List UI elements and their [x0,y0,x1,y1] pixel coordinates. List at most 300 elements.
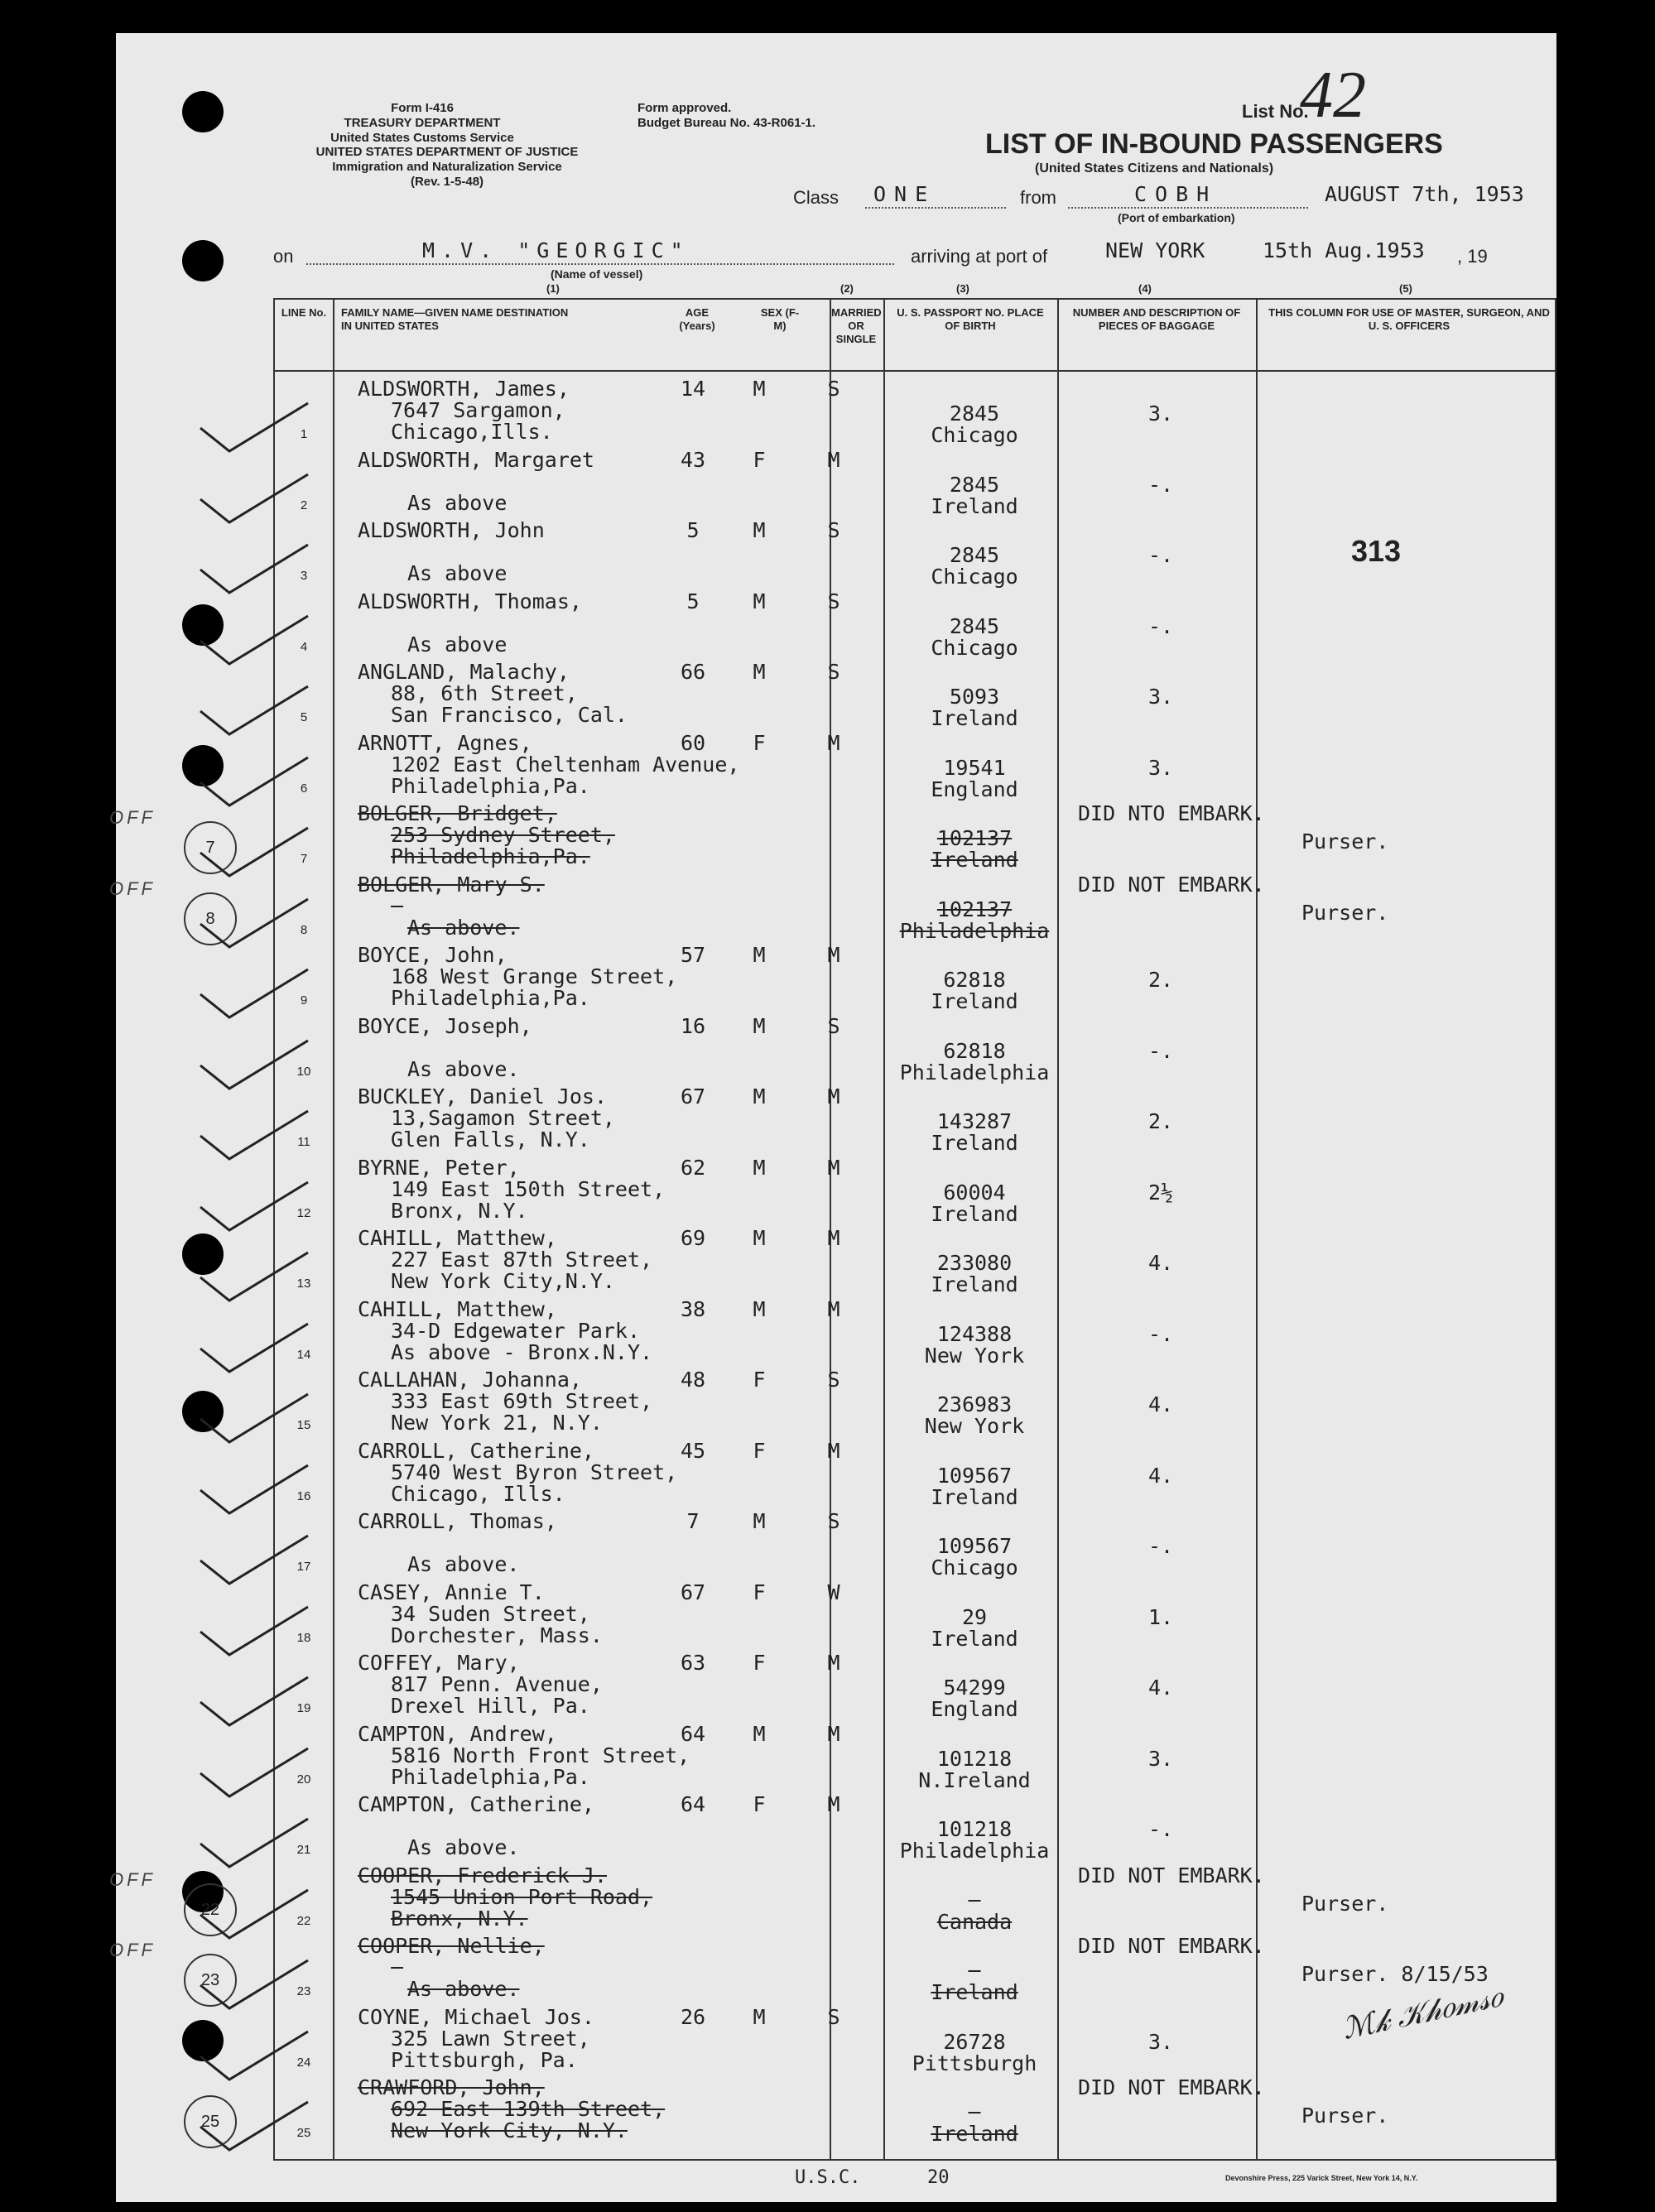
passport-birthplace [879,1253,1070,1296]
passenger-name: CRAWFORD, John, [358,2075,545,2099]
passenger-age: 64 [680,1721,706,1746]
table-row [109,1863,1555,1935]
marital-status: M [827,943,840,967]
line-number: 5 [300,710,308,724]
destination-line: Drexel Hill, Pa. [391,1694,590,1718]
from-value: COBH [1134,182,1218,206]
check-mark-icon [151,820,316,878]
document-subtitle: (United States Citizens and Nationals) [1035,161,1274,176]
passport-number [879,2102,1070,2123]
destination-line: 34 Suden Street, [391,1601,590,1626]
revision: (Rev. 1-5-48) [410,175,484,189]
line-number: 24 [296,2055,311,2070]
passport-birthplace [879,757,1070,801]
destination-line: 88, 6th Street, [391,681,578,705]
table-row [109,1934,1555,2006]
destination-line: Philadelphia,Pa. [391,844,590,868]
passport-birthplace [879,1038,1070,1084]
marital-status: M [827,1226,840,1250]
check-mark-icon [151,2094,316,2152]
check-mark-icon [151,1882,316,1940]
place-of-birth: Philadelphia [899,1060,1050,1084]
destination-line [358,1957,755,1979]
passport-number: 62818 [943,968,1006,992]
customs-service: United States Customs Service [330,131,514,145]
approval-block [637,101,815,131]
passenger-age: 5 [686,518,700,542]
marital-status: S [827,589,840,613]
passenger-name: ARNOTT, Agnes, [358,730,532,755]
place-of-birth: Philadelphia [899,1839,1050,1863]
passenger-sex: F [753,1368,766,1392]
passenger-name-destination [358,2077,755,2142]
passport-birthplace [879,899,1070,942]
passenger-name: ANGLAND, Malachy, [358,660,570,684]
footer-page: 20 [927,2167,950,2188]
punch-hole [182,91,224,132]
destination-line: Philadelphia,Pa. [391,773,590,798]
passenger-sex: M [753,1013,766,1038]
line-number: 11 [297,1135,310,1149]
check-mark-icon [151,1315,316,1373]
passenger-age: 66 [680,660,706,684]
destination-line: Pittsburgh, Pa. [391,2047,578,2072]
destination-line [358,471,755,493]
passport-birthplace [879,1536,1070,1579]
year-suffix: , 19 [1457,246,1488,267]
passenger-name: COYNE, Michael Jos. [358,2004,594,2029]
passenger-sex: M [753,377,766,401]
list-no-label: List No. [1242,101,1309,122]
place-of-birth: Chicago [931,423,1018,447]
check-mark-icon [151,1032,316,1090]
table-row [275,1157,1555,1228]
check-mark-icon [151,1244,316,1302]
passport-birthplace [879,1890,1070,1933]
passport-number: 2845 [949,543,1000,567]
check-mark-icon [151,1174,316,1232]
passenger-name: CASEY, Annie T. [358,1580,545,1604]
passenger-age: 45 [680,1438,706,1463]
form-number: Form I-416 [391,101,454,115]
passport-number: 2845 [949,402,1000,426]
table-row [275,1511,1555,1581]
check-mark-icon [151,1810,316,1868]
baggage-count: 4. [1147,1392,1174,1416]
check-mark-icon [151,1599,316,1657]
passenger-sex: M [753,1721,766,1746]
line-number: 15 [296,1418,311,1432]
passenger-age: 60 [680,730,706,755]
passenger-name: CAHILL, Matthew, [358,1296,557,1321]
marital-status: M [827,1721,840,1746]
place-of-birth: England [931,777,1018,801]
destination-line: 692 East 139th Street, [391,2097,666,2121]
col-number-1: (1) [546,282,560,295]
class-value: ONE [873,182,936,206]
line-number: 9 [300,993,308,1007]
passenger-age: 69 [680,1226,706,1250]
passenger-name: ALDSWORTH, Thomas, [358,589,582,613]
off-mark: OFF [109,1868,156,1890]
purser-signoff: Purser. [1301,830,1389,854]
line-number: 20 [296,1772,311,1786]
on-label: on [273,246,294,267]
destination-line: As above. [407,1835,520,1859]
passenger-sex: F [753,1792,766,1816]
marital-status: S [827,377,840,401]
passport-number: 102137 [936,826,1013,850]
place-of-birth: Ireland [931,2122,1018,2146]
destination-line: 5740 West Byron Street, [391,1459,678,1484]
place-of-birth: Ireland [931,493,1018,518]
baggage-count: -. [1147,1321,1174,1346]
passenger-name: BYRNE, Peter, [358,1155,520,1180]
passport-number: 102137 [936,897,1013,921]
passenger-name-destination [358,874,755,939]
baggage-count: 2. [1147,968,1174,992]
marital-status: S [827,1368,840,1392]
col-number-3: (3) [956,282,969,295]
check-mark-icon [151,2023,316,2081]
embark-status: DID NOT EMBARK. [1078,1934,1265,1958]
purser-signoff: Purser. 8/15/53 [1301,1962,1489,1986]
circled-line-number: 23 [184,1954,237,2007]
line-number: 18 [296,1630,311,1645]
destination-line [358,541,755,563]
line-number: 13 [296,1277,311,1291]
place-of-birth: Philadelphia [899,918,1050,943]
header-officers: THIS COLUMN FOR USE OF MASTER, SURGEON, AND U. S. OFFICERS [1268,306,1550,332]
baggage-count: 1. [1147,1604,1174,1629]
passenger-sex: M [753,1226,766,1250]
from-underline [1068,207,1308,209]
table-row [275,1582,1555,1652]
line-number: 1 [300,427,308,441]
destination-line: As above. [407,1056,520,1081]
passport-birthplace [879,1465,1070,1508]
passport-birthplace [879,2102,1070,2145]
col-number-2: (2) [840,282,854,295]
destination-line: Philadelphia,Pa. [391,1764,590,1789]
place-of-birth: Chicago [931,635,1018,660]
passport-number: 101218 [936,1746,1013,1771]
passenger-name: CAMPTON, Andrew, [358,1721,557,1746]
baggage-count: 2. [1147,1109,1174,1133]
embark-status: DID NTO EMBARK. [1078,801,1265,825]
marital-status: M [827,730,840,755]
table-row [200,2075,1555,2147]
passenger-sex: M [753,1155,766,1180]
place-of-birth: Ireland [931,706,1018,730]
did-not-embark-note [1078,2077,1550,2127]
passenger-name: CALLAHAN, Johanna, [358,1368,582,1392]
passenger-name-destination [358,803,755,868]
passenger-age: 64 [680,1792,706,1816]
punch-hole [182,240,224,281]
table-row [109,801,1555,873]
footer-usc: U.S.C. [795,2167,861,2188]
baggage-count: 4. [1147,1463,1174,1488]
destination-line: Chicago, Ills. [391,1481,565,1506]
did-not-embark-note [1078,1935,1550,1985]
header-sex: SEX (F-M) [760,306,800,332]
passport-number: 101218 [936,1817,1013,1841]
table-row [275,591,1555,661]
passenger-age: 67 [680,1580,706,1604]
embark-status: DID NOT EMBARK. [1078,1863,1265,1887]
passport-birthplace [879,828,1070,871]
baggage-count: -. [1147,613,1174,638]
passport-birthplace [879,1677,1070,1720]
destination-line: 7647 Sargamon, [391,398,565,422]
signature-scrawl: ℳ𝓀 𝒦𝒽𝑜𝓂𝓈𝑜 [1339,1979,1505,2046]
destination-line: New York 21, N.Y. [391,1411,603,1435]
baggage-count: 3. [1147,1746,1174,1771]
passport-number: 236983 [936,1392,1013,1416]
marital-status: S [827,1013,840,1038]
marital-status: M [827,1155,840,1180]
passenger-name: ALDSWORTH, John [358,518,545,542]
line-number: 16 [296,1488,311,1503]
check-mark-icon [151,891,316,949]
check-mark-icon [151,678,316,736]
table-row [275,730,1555,803]
table-row [275,378,1555,449]
passenger-name: BOLGER, Mary S. [358,872,545,897]
passenger-sex: M [753,2004,766,2029]
destination-line: 1545 Union Port Road, [391,1884,653,1909]
check-mark-icon [151,466,316,524]
passenger-sex: M [753,660,766,684]
marital-status: W [827,1580,840,1604]
place-of-birth: Ireland [931,1980,1018,2004]
passport-birthplace [879,1182,1070,1225]
place-of-birth: Ireland [931,1272,1018,1296]
passenger-age: 5 [686,589,700,613]
off-mark: OFF [109,807,156,828]
destination-line: 1202 East Cheltenham Avenue, [391,752,740,777]
passenger-name: BUCKLEY, Daniel Jos. [358,1084,608,1108]
passport-number: 233080 [936,1251,1013,1275]
passenger-sex: M [753,1084,766,1108]
destination-line: Bronx, N.Y. [391,1906,528,1931]
passenger-sex: M [753,1296,766,1321]
form-approved: Form approved. [637,101,732,115]
passenger-name: CARROLL, Thomas, [358,1509,557,1533]
passenger-name: ALDSWORTH, Margaret [358,447,594,472]
passenger-name: COFFEY, Mary, [358,1651,520,1675]
arriving-label: arriving at port of [911,246,1048,267]
embark-date: AUGUST 7th, 1953 [1325,182,1524,206]
line-number: 23 [296,1984,311,1998]
line-number: 3 [300,569,308,583]
baggage-count: -. [1147,472,1174,497]
passenger-sex: F [753,1580,766,1604]
passenger-age: 16 [680,1013,706,1038]
check-mark-icon [151,1457,316,1515]
passenger-sex: M [753,1509,766,1533]
passenger-age: 26 [680,2004,706,2029]
form-id-block [273,101,571,146]
check-mark-icon [151,961,316,1019]
did-not-embark-note [1078,803,1550,853]
passenger-sex: M [753,589,766,613]
line-number: 4 [300,639,308,654]
destination-line: Chicago,Ills. [391,420,553,444]
check-mark-icon [151,1527,316,1585]
from-label: from [1020,187,1056,208]
destination-line: Philadelphia,Pa. [391,986,590,1010]
destination-line: As above. [407,1552,520,1576]
circled-line-number: 8 [184,892,237,945]
officer-note-313: 313 [1351,534,1402,568]
line-number: 17 [296,1560,311,1574]
destination-line [358,1815,755,1837]
table-row [275,1086,1555,1156]
passport-birthplace [879,1394,1070,1437]
passport-birthplace [879,403,1070,446]
passport-birthplace [879,1321,1070,1368]
table-row [275,1296,1555,1369]
treasury-dept: TREASURY DEPARTMENT [344,116,501,130]
line-number: 8 [300,922,308,937]
table-row [275,945,1555,1015]
passenger-name: BOYCE, John, [358,943,508,967]
passport-number: 60004 [943,1180,1006,1205]
passenger-name-destination [358,1935,755,2000]
off-mark: OFF [109,1940,156,1960]
line-number: 21 [296,1843,311,1857]
destination-line: 5816 North Front Street, [391,1743,690,1767]
baggage-count: -. [1147,1038,1174,1063]
passport-number: 5093 [949,685,1000,709]
col-number-4: (4) [1138,282,1152,295]
line-number: 19 [296,1701,311,1715]
table-row [275,447,1555,520]
passenger-name: BOLGER, Bridget, [358,801,557,825]
passenger-name: BOYCE, Joseph, [358,1013,532,1038]
passenger-sex: M [753,518,766,542]
destination-line: 227 East 87th Street, [391,1248,653,1272]
footer-printer: Devonshire Press, 225 Varick Street, New York 14, N.Y. [1225,2174,1418,2182]
check-mark-icon [151,1952,316,2010]
marital-status: M [827,1792,840,1816]
place-of-birth: Ireland [931,989,1018,1013]
line-number: 25 [296,2126,311,2140]
passenger-sex: F [753,1651,766,1675]
embark-status: DID NOT EMBARK. [1078,2075,1265,2099]
destination-line [358,613,755,634]
purser-signoff: Purser. [1301,2104,1389,2128]
marital-status: M [827,1651,840,1675]
passenger-sex: F [753,1438,766,1463]
line-number: 12 [296,1205,311,1220]
passenger-age: 62 [680,1155,706,1180]
purser-signoff: Purser. [1301,900,1389,925]
destination-line: Bronx, N.Y. [391,1198,528,1223]
passenger-sex: M [753,943,766,967]
marital-status: S [827,518,840,542]
col-number-5: (5) [1399,282,1412,295]
passport-number: 19541 [943,755,1006,780]
budget-bureau: Budget Bureau No. 43-R061-1. [637,116,816,130]
check-mark-icon [151,1386,316,1444]
place-of-birth: New York [924,1343,1025,1368]
baggage-count: 3. [1147,755,1174,780]
passenger-name: COOPER, Frederick J. [358,1863,608,1887]
marital-status: M [827,1084,840,1108]
table-row [275,1369,1555,1440]
destination-line: 149 East 150th Street, [391,1176,666,1201]
passenger-name-destination [358,1865,755,1930]
baggage-count: 4. [1147,1251,1174,1275]
passenger-age: 14 [680,377,706,401]
passenger-age: 57 [680,943,706,967]
list-no-value: 42 [1300,59,1366,132]
passport-number: 2845 [949,613,1000,638]
off-mark: OFF [109,878,156,899]
vessel-note: (Name of vessel) [551,267,643,281]
passport-number: 62818 [943,1038,1006,1063]
passport-number: 2845 [949,472,1000,497]
passenger-name: CARROLL, Catherine, [358,1438,594,1463]
passport-birthplace [879,1960,1070,2003]
passport-birthplace [879,969,1070,1012]
header-married: MARRIED OR SINGLE [831,306,882,345]
check-mark-icon [151,1740,316,1798]
passenger-name: CAHILL, Matthew, [358,1226,557,1250]
baggage-count: -. [1147,543,1174,567]
line-number: 2 [300,498,308,512]
destination-line [358,1532,755,1554]
place-of-birth: Ireland [931,1201,1018,1226]
header-baggage: NUMBER AND DESCRIPTION OF PIECES OF BAGGAGE [1072,306,1241,332]
place-of-birth: N.Ireland [918,1767,1031,1792]
baggage-count: 3. [1147,402,1174,426]
place-of-birth: Ireland [931,1626,1018,1651]
arrival-port: NEW YORK [1105,238,1205,262]
vessel-underline [306,263,894,266]
destination-line: As above. [407,1977,520,2001]
check-mark-icon [151,1669,316,1727]
passport-birthplace [879,1748,1070,1791]
table-row [275,1794,1555,1864]
passport-number: 109567 [936,1463,1013,1488]
destination-line: Dorchester, Mass. [391,1623,603,1647]
passenger-name: CAMPTON, Catherine, [358,1792,594,1816]
line-number: 6 [300,781,308,796]
passenger-table [109,298,1556,2161]
passenger-sex: F [753,730,766,755]
destination-line [358,896,755,917]
header-age: AGE (Years) [679,306,715,332]
destination-line: 333 East 69th Street, [391,1389,653,1413]
embark-status: DID NOT EMBARK. [1078,872,1265,897]
place-of-birth: Chicago [931,565,1018,589]
passport-number: 29 [961,1604,988,1629]
purser-signoff: Purser. [1301,1891,1389,1916]
destination-line: New York City,N.Y. [391,1269,615,1293]
destination-line [358,1037,755,1059]
passport-number: 124388 [936,1321,1013,1346]
did-not-embark-note [1078,874,1550,924]
destination-line: As above [407,632,508,656]
baggage-count: -. [1147,1817,1174,1841]
place-of-birth: New York [924,1414,1025,1438]
passenger-sex: F [753,447,766,472]
header-name: FAMILY NAME—GIVEN NAME DESTINATION IN UNITED STATES [341,306,569,332]
